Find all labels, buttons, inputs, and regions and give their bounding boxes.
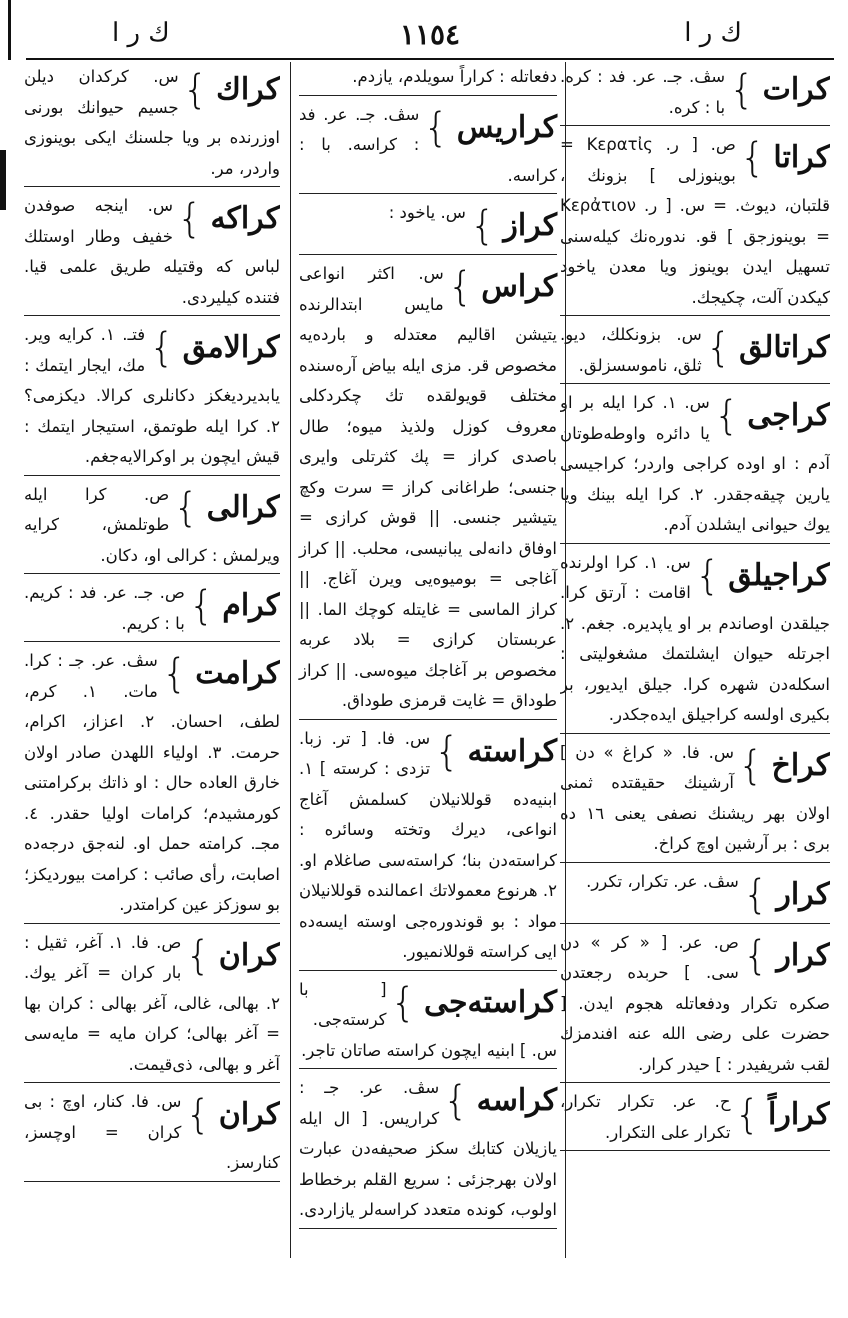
entry-brace: }: [705, 325, 732, 371]
entry-definition: سڤ. عر. تكرار، تكرر.: [586, 871, 739, 891]
entry-separator: [24, 923, 280, 924]
entry-definition: فتـ. ١. كرايه وير. مك، ايجار ايتمك : يابديرديغكز دكانلرى كرالا. ديكزمى؟ ٢. كرا ايله طوتمق، استيجار ايتمك : قيش ايچون بر اوكرالايه‌جغم.: [24, 325, 280, 466]
entry-separator: [560, 1150, 830, 1151]
column-left: [24, 62, 280, 1258]
dictionary-entry: [299, 198, 557, 249]
entry-definition: سڤ. عر. جـ : كراريس. [ ال ايله يازيلان كتابك سكز صحيفه‌دن عبارت اولان بهرجزئى : سريع القلم برخطاط اولوب، كونده متعدد كراسه‌لر يازاردى.: [299, 1078, 557, 1219]
entry-headword: كرات: [762, 72, 830, 107]
entry-definition: س. اكثر انواعى مايس ابتدالرنده يتيشن اقاليم معتدله و بارده‌يه مخصوص قر. مزى ايله بياض آره‌سنده مختلف قويولقده تك چكردكلى معروف كوزل ولذيذ ميوه؛ طال باصدى كراز = پك كثرتلى وايرى جنسى؛ طراغانى كراز = سرت وكچ يتيشير جنسى. || قوش كرازى = اوفاق دانه‌لى يبانيسى، محلب. || كراز آغاجى = بوميوه‌يى ويرن آغاج. || كراز الماسى = غايتله كوچك الما. || عربستان كرازى = بلاد عربه مخصوص بر آغاجك ميوه‌سى. || كراز طوداق = غايت قرمزى طوداق.: [299, 264, 557, 710]
entry-definition: ص. جـ. عر. فد : كريم. با : كريم.: [24, 583, 185, 633]
entry-headword: كراتا: [773, 140, 830, 175]
column-middle: [290, 62, 566, 1258]
entry-headword: كراك: [216, 72, 280, 107]
entry-headword: كراس: [481, 269, 557, 304]
entry-brace: }: [177, 196, 203, 242]
entry-separator: [560, 315, 830, 316]
entry-headword: كرالامق: [182, 330, 280, 365]
entry-definition: س. ١. كرا ايله بر او يا دائره واوطه‌طوتان آدم : او اوده كراجى واردر؛ كراجيسى يارين چيقه‌جقدر. ٢. كرا ايله بينك ويا يوك حيوانى ايشلدن آدم.: [560, 393, 830, 534]
entry-definition: س. كركدان ديلن جسيم حيوانك بورنى اوزرنده بر ويا جلسنك ايكى بوينوزى واردر، مر.: [24, 67, 280, 178]
dictionary-entry: [299, 100, 557, 192]
dictionary-entry: [24, 320, 280, 473]
dictionary-entry: [560, 130, 830, 313]
entry-separator: [299, 719, 557, 720]
entry-brace: }: [739, 135, 766, 181]
entry-headword: كرامت: [195, 656, 280, 691]
entry-headword: كرار: [776, 876, 830, 912]
dictionary-entry: [24, 480, 280, 572]
entry-separator: [299, 254, 557, 255]
entry-separator: [24, 573, 280, 574]
entry-separator: [24, 315, 280, 316]
dictionary-entry: [560, 548, 830, 731]
entry-headword: كرالى: [206, 489, 280, 525]
dictionary-entry: [560, 928, 830, 1081]
entry-brace: }: [161, 651, 188, 697]
page-number: ١١٥٤: [399, 18, 461, 51]
entry-definition: س. اينجه صوفدن خفيف وطار اوستلك لباس كه وقتيله طريق علمى قيا. فتنده كيليردى.: [24, 196, 280, 307]
entry-headword: كران: [218, 937, 280, 973]
entry-definition: سڤ. جـ. عر. فد : كراسه. با : كراسه.: [299, 104, 557, 185]
entry-headword: كراسته: [467, 733, 557, 769]
entry-headword: كراكه: [210, 201, 280, 236]
page-edge-mark: [0, 0, 11, 60]
entry-brace: }: [447, 264, 474, 310]
entry-definition: ص. كرا ايله طوتلمش، كرايه ويرلمش : كرالى او، دكان.: [24, 484, 280, 565]
entry-definition: ح. عر. تكرار تكرار، تكرار على التكرار.: [560, 1092, 731, 1142]
entry-brace: }: [742, 871, 769, 918]
entry-separator: [560, 543, 830, 544]
entry-brace: }: [423, 104, 449, 151]
entry-headword: كران: [218, 1097, 280, 1132]
entry-brace: }: [149, 325, 175, 371]
entry-separator: [24, 1082, 280, 1083]
entry-headword: كراخ: [771, 747, 830, 783]
entry-definition: ص. فا. ١. آغر، ثقيل : بار كران = آغر يوك. ٢. بهالى، غالى، آغر بهالى : كران بها = آغر بهالى؛ كران مايه = مايه‌سى آغر و بهالى، ذى‌قيمت.: [24, 932, 280, 1074]
entry-headword: كراتالق: [739, 330, 830, 365]
dictionary-entry: [299, 259, 557, 717]
entry-separator: [560, 923, 830, 924]
entry-separator: [560, 862, 830, 863]
entry-separator: [299, 1228, 557, 1229]
entry-definition: ص. [ ر. Κερατἰς = بوينوزلى ] بزونك ، قلتبان، ديوث. = س. [ ر. Κερἀτιον = بوينوزجق ] قو. ندوره‌نك كيله‌سنى تسهيل ايدن بوينوز ويا معدن ياخود كيكدن آلت، چكيجك.: [560, 135, 830, 307]
entry-definition: س. فا. « كراغ » دن ] آرشينك حقيقتده ثمنى اولان بهر ريشنك نصفى يعنى ١٦ ده برى : بر آرشين اوچ كراخ.: [560, 742, 830, 853]
entry-headword: كرار: [776, 937, 830, 973]
entry-separator: [24, 475, 280, 476]
entry-headword: كراريس: [456, 109, 557, 145]
entry-definition: س. ١. كرا اولرنده اقامت : آرتق كرا. جيلقدن اوصاندم بر او ياپديره. جغم. ٢. اجرتله حيوان ايشلتمك مشغوليتى : اسكله‌دن شهره كرا. جيلق ايديور، بر بكيرى اولسه كراجيلق ايده‌جكدر.: [560, 552, 830, 724]
entry-brace: }: [742, 932, 769, 979]
entry-brace: }: [185, 1092, 211, 1138]
entry-brace: }: [729, 67, 755, 113]
entry-brace: }: [188, 583, 215, 629]
entry-definition: دفعاتله : كراراً سويلدم، يازدم.: [352, 67, 557, 86]
dictionary-entry: [24, 928, 280, 1081]
entry-definition: س. ياخود :: [388, 203, 466, 222]
entry-brace: }: [734, 1092, 760, 1138]
entry-brace: }: [713, 393, 740, 439]
entry-definition: سڤ. عر. جـ : كرا. مات. ١. كرم، لطف، احسان. ٢. اعزاز، اكرام، حرمت. ٣. اولياء اللهدن صادر اولان خارق العاده حال : او ذاتك بركرامتنى كورمشيدم؛ كرامات اوليا حقدر. ٤. مجـ. كرامته حمل او. لنه‌جق درجه‌ده اصابت، رأى صائب : كرامت بيورديكز؛ بو سوزكز عين كرامتدر.: [24, 651, 280, 914]
dictionary-entry: [299, 724, 557, 968]
entry-brace: }: [390, 979, 416, 1026]
entry-separator: [24, 641, 280, 642]
page-header: [26, 14, 834, 60]
entry-brace: }: [185, 932, 211, 979]
dictionary-entry: [24, 646, 280, 921]
entry-headword: كراسه: [476, 1083, 557, 1118]
entry-headword: كراسته‌جى: [424, 984, 557, 1020]
entry-definition: ص. عر. [ « كر » دن سى. ] حربده رجعتدن صكره تكرار ودفعاتله هجوم ايدن. [ حضرت على رضى الله عنه افندمزك لقب شريفيدر : ] حيدر كرار.: [560, 932, 830, 1074]
entry-separator: [24, 186, 280, 187]
dictionary-entry: [560, 867, 830, 918]
entry-headword: كراراً: [768, 1097, 830, 1132]
dictionary-entry: [24, 191, 280, 313]
entry-separator: [560, 125, 830, 126]
entry-separator: [299, 193, 557, 194]
entry-brace: }: [173, 484, 199, 531]
dictionary-entry: [560, 388, 830, 541]
entry-brace: }: [443, 1078, 469, 1124]
dictionary-entry: [560, 738, 830, 860]
entry-brace: }: [182, 67, 209, 113]
dictionary-entry: [24, 62, 280, 184]
entry-brace: }: [738, 742, 764, 789]
entry-definition: سڤ. جـ. عر. فد : كره. با : كره.: [560, 67, 726, 117]
dictionary-entry: [24, 578, 280, 639]
entry-separator: [24, 1181, 280, 1182]
entry-separator: [299, 95, 557, 96]
dictionary-entry: [24, 1087, 280, 1179]
running-head-left: ك ر ا: [112, 18, 170, 48]
entry-separator: [299, 970, 557, 971]
dictionary-entry: [560, 320, 830, 381]
entry-headword: كراز: [503, 208, 557, 243]
entry-brace: }: [469, 203, 496, 249]
dictionary-entry: [560, 62, 830, 123]
dictionary-entry: [299, 62, 557, 93]
entry-headword: كراجى: [747, 398, 830, 433]
entry-headword: كراجيلق: [728, 557, 830, 593]
entry-separator: [560, 733, 830, 734]
dictionary-entry: [299, 1073, 557, 1226]
entry-definition: [ با كرسته‌جى. س. ] ابنيه ايچون كراسته صاتان تاجر.: [299, 979, 557, 1060]
entry-headword: كرام: [222, 588, 280, 623]
dictionary-entry: [299, 975, 557, 1067]
entry-brace: }: [694, 552, 721, 599]
entry-separator: [560, 1082, 830, 1083]
entry-definition: س. فا. [ تر. زبا. تزدى : كرسته ] ١. ابنيه‌ده قوللانيلان كسلمش آغاج انواعى، ديرك وتخته وسائره : كراسته‌دن بنا؛ كراسته‌سى صاغلام او. ٢. هرنوع معمولاتك اعمالنده قوللانيلان مواد : بو قوندوره‌جى اوسته ايسه‌ده ايى كراسته قوللانميور.: [299, 728, 557, 961]
entry-separator: [560, 383, 830, 384]
page-edge-mark: [0, 150, 6, 210]
dictionary-entry: [560, 1087, 830, 1148]
entry-separator: [299, 1068, 557, 1069]
entry-definition: س. فا. كنار، اوچ : بى كران = اوچسز، كنارسز.: [24, 1092, 280, 1172]
running-head-right: ك ر ا: [684, 18, 742, 48]
entry-definition: س. بزونكلك، ديو. ثلق، ناموسسزلق.: [560, 325, 702, 375]
entry-brace: }: [434, 728, 460, 775]
column-right: [560, 62, 830, 1258]
